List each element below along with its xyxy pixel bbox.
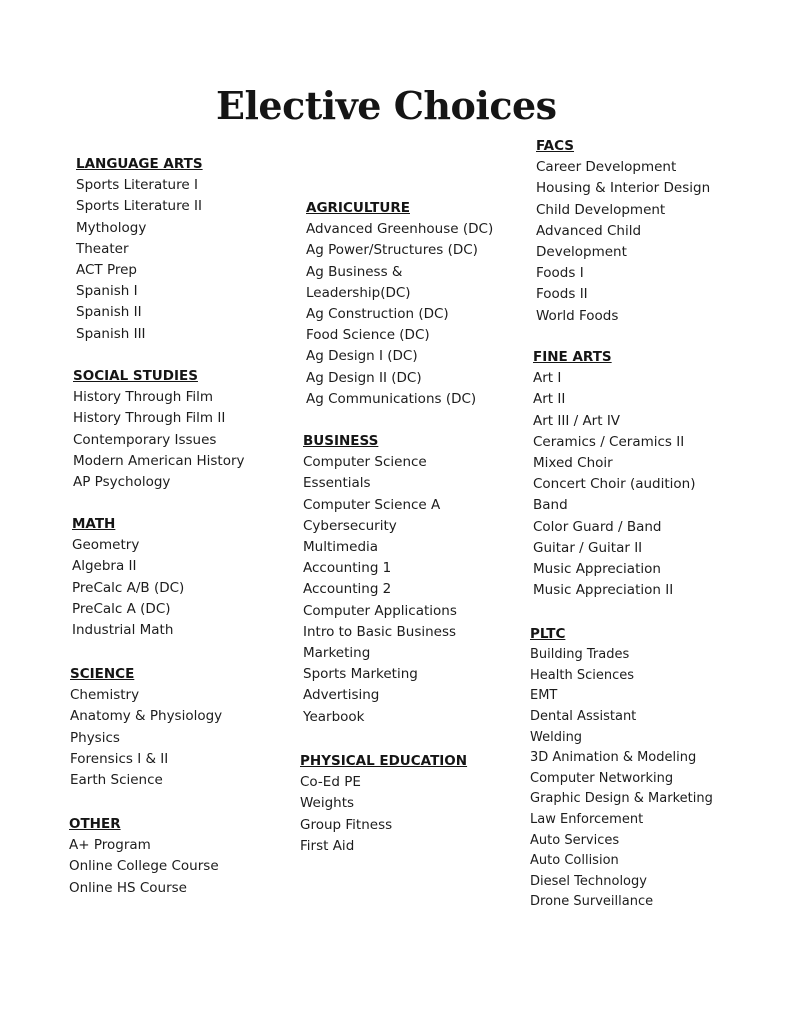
elective-item: Spanish I: [76, 283, 138, 300]
elective-item: Advertising: [303, 687, 380, 704]
section-social-studies: [73, 366, 245, 493]
elective-item: Diesel Technology: [530, 873, 647, 889]
elective-item: Yearbook: [303, 708, 365, 725]
elective-item: Leadership(DC): [306, 284, 411, 301]
elective-item: Marketing: [303, 645, 371, 662]
elective-item: Career Development: [536, 159, 677, 176]
elective-item: Computer Applications: [303, 602, 457, 619]
elective-item: Intro to Basic Business: [303, 623, 457, 640]
elective-item: Spanish III: [76, 325, 146, 342]
elective-item: Computer Networking: [530, 770, 674, 786]
elective-item: Ag Design II (DC): [306, 369, 422, 386]
elective-item: Chemistry: [70, 687, 140, 704]
section-pltc: [530, 624, 713, 913]
elective-item: Ag Construction (DC): [306, 306, 449, 323]
elective-item: History Through Film: [73, 389, 214, 406]
elective-item: First Aid: [300, 837, 355, 854]
elective-item: Weights: [300, 795, 355, 812]
elective-list: [300, 772, 467, 857]
elective-item: World Foods: [536, 307, 619, 324]
elective-list: [76, 175, 203, 345]
elective-item: Ag Business &: [306, 263, 403, 280]
elective-item: EMT: [530, 688, 558, 704]
section-heading: OTHER: [69, 816, 121, 832]
section-physical-education: [300, 751, 467, 857]
section-agriculture: [306, 198, 493, 410]
elective-item: Algebra II: [72, 558, 137, 575]
section-heading: FACS: [536, 138, 575, 154]
elective-item: Cybersecurity: [303, 517, 397, 534]
elective-item: Advanced Child: [536, 222, 642, 239]
elective-list: [73, 387, 245, 493]
elective-list: [72, 535, 184, 641]
section-heading: SOCIAL STUDIES: [73, 368, 198, 384]
section-heading: LANGUAGE ARTS: [76, 156, 203, 172]
elective-list: [530, 645, 713, 913]
elective-item: Child Development: [536, 201, 666, 218]
elective-item: Concert Choir (audition): [533, 476, 696, 493]
elective-item: Foods I: [536, 265, 584, 282]
elective-item: Music Appreciation: [533, 561, 661, 578]
elective-item: Guitar / Guitar II: [533, 539, 643, 556]
elective-item: AP Psychology: [73, 474, 171, 491]
elective-item: Co-Ed PE: [300, 774, 361, 791]
elective-list: [69, 835, 219, 899]
elective-item: Sports Literature II: [76, 198, 202, 215]
elective-item: Online HS Course: [69, 879, 187, 896]
elective-item: Art I: [533, 370, 562, 387]
elective-item: Housing & Interior Design: [536, 180, 711, 197]
elective-item: Online College Course: [69, 858, 219, 875]
section-heading: FINE ARTS: [533, 349, 612, 365]
elective-item: Industrial Math: [72, 622, 174, 639]
elective-list: [533, 368, 695, 601]
elective-item: Mixed Choir: [533, 455, 613, 472]
section-facs: [536, 136, 710, 327]
elective-item: Color Guard / Band: [533, 518, 662, 535]
elective-item: Geometry: [72, 537, 140, 554]
section-other: [69, 814, 219, 899]
elective-item: 3D Animation & Modeling: [530, 750, 697, 766]
elective-item: ACT Prep: [76, 262, 137, 279]
section-heading: MATH: [72, 516, 116, 532]
section-math: [72, 514, 184, 641]
elective-item: Accounting 2: [303, 581, 392, 598]
elective-item: Welding: [530, 729, 583, 745]
elective-list: [536, 157, 710, 327]
elective-item: Development: [536, 244, 627, 261]
elective-item: Computer Science: [303, 454, 427, 471]
elective-item: Modern American History: [73, 452, 245, 469]
elective-list: [70, 685, 222, 791]
elective-item: Auto Services: [530, 832, 620, 848]
elective-list: [303, 452, 457, 728]
elective-item: Graphic Design & Marketing: [530, 791, 713, 807]
elective-item: Sports Literature I: [76, 177, 198, 194]
section-heading: SCIENCE: [70, 666, 135, 682]
elective-item: Building Trades: [530, 647, 630, 663]
section-business: [303, 431, 457, 728]
elective-item: Dental Assistant: [530, 708, 637, 724]
elective-item: Music Appreciation II: [533, 582, 674, 599]
elective-item: Law Enforcement: [530, 811, 644, 827]
elective-item: Band: [533, 497, 568, 514]
elective-item: Group Fitness: [300, 816, 393, 833]
section-language-arts: [76, 154, 203, 345]
elective-item: Health Sciences: [530, 667, 634, 683]
elective-item: Spanish II: [76, 304, 142, 321]
elective-item: Accounting 1: [303, 560, 392, 577]
elective-item: Ag Design I (DC): [306, 348, 418, 365]
section-fine-arts: [533, 347, 695, 601]
elective-item: Foods II: [536, 286, 588, 303]
elective-item: A+ Program: [69, 837, 151, 854]
elective-item: Drone Surveillance: [530, 894, 654, 910]
elective-item: Mythology: [76, 219, 147, 236]
elective-item: Art II: [533, 391, 566, 408]
elective-item: Ag Communications (DC): [306, 390, 477, 407]
elective-list: [306, 219, 493, 410]
elective-item: PreCalc A/B (DC): [72, 579, 185, 596]
section-science: [70, 664, 222, 791]
page-title: Elective Choices: [216, 83, 557, 128]
elective-item: Multimedia: [303, 539, 379, 556]
elective-item: Anatomy & Physiology: [70, 708, 223, 725]
section-heading: PLTC: [530, 626, 566, 642]
elective-item: Contemporary Issues: [73, 431, 217, 448]
section-heading: PHYSICAL EDUCATION: [300, 753, 468, 769]
elective-item: Ag Power/Structures (DC): [306, 242, 478, 259]
elective-item: Sports Marketing: [303, 666, 418, 683]
elective-item: Forensics I & II: [70, 750, 169, 767]
elective-item: Food Science (DC): [306, 327, 430, 344]
elective-item: Computer Science A: [303, 496, 441, 513]
section-heading: BUSINESS: [303, 433, 379, 449]
elective-item: Art III / Art IV: [533, 412, 621, 429]
elective-item: Theater: [76, 240, 129, 257]
elective-item: Auto Collision: [530, 853, 619, 869]
section-heading: AGRICULTURE: [306, 200, 410, 216]
elective-item: Physics: [70, 729, 120, 746]
elective-item: History Through Film II: [73, 410, 226, 427]
elective-item: Essentials: [303, 475, 371, 492]
elective-item: Advanced Greenhouse (DC): [306, 221, 494, 238]
elective-item: Ceramics / Ceramics II: [533, 433, 685, 450]
elective-item: Earth Science: [70, 772, 163, 789]
elective-item: PreCalc A (DC): [72, 600, 171, 617]
